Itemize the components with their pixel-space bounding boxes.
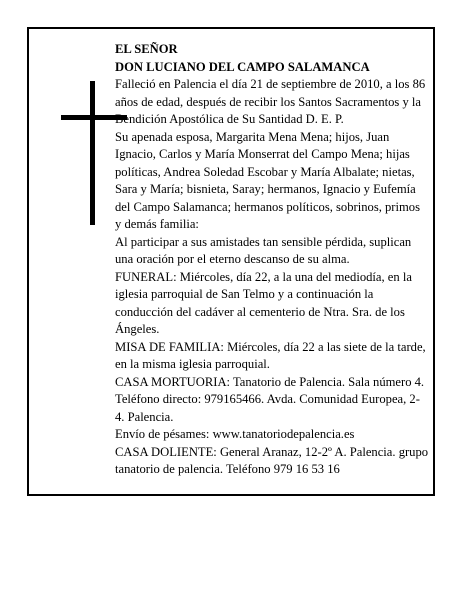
obituary-notice (27, 27, 435, 496)
death-announcement: Falleció en Palencia el día 21 de septiembre de 2010, a los 86 años de edad, después de recibir los Santos Sacramentos y la Bendición Apostólica de Su Santidad D. E. P. (115, 77, 426, 126)
prayer-request: Al participar a sus amistades tan sensible pérdida, suplican una oración por el eterno descanso de su alma. (115, 234, 412, 266)
deceased-name: DON LUCIANO DEL CAMPO SALAMANCA (115, 59, 370, 74)
cross-vertical-bar (90, 81, 95, 225)
funeral-info: FUNERAL: Miércoles, día 22, a la una del mediodía, en la iglesia parroquial de San Telmo y a continuación la conducción del cadáver al cementerio de Ntra. Sra. de los Ángeles. (115, 269, 412, 336)
family-home-info: CASA DOLIENTE: General Aranaz, 12-2º A. Palencia. grupo tanatorio de palencia. Teléfono 979 16 53 16 (115, 444, 429, 476)
family-mass-info: MISA DE FAMILIA: Miércoles, día 22 a las siete de la tarde, en la misma iglesia parroquial. (115, 339, 426, 371)
family-list: Su apenada esposa, Margarita Mena Mena; hijos, Juan Ignacio, Carlos y María Monserrat del Campo Mena; hijas políticas, Andrea Soledad Escobar y María Albalate; nietas, Sara y María; bisnieta, Saray; hermanos, Ignacio y Eufemía del Campo Salamanca; hermanos políticos, sobrinos, primos y demás familia: (115, 129, 420, 231)
notice-heading-title: EL SEÑOR (115, 42, 178, 56)
notice-text (115, 41, 429, 479)
funeral-home-info: CASA MORTUORIA: Tanatorio de Palencia. Sala número 4. Teléfono directo: 979165466. Avda. Comunidad Europea, 2-4. Palencia. (115, 374, 425, 424)
condolences-info: Envío de pésames: www.tanatoriodepalencia.es (115, 427, 355, 441)
